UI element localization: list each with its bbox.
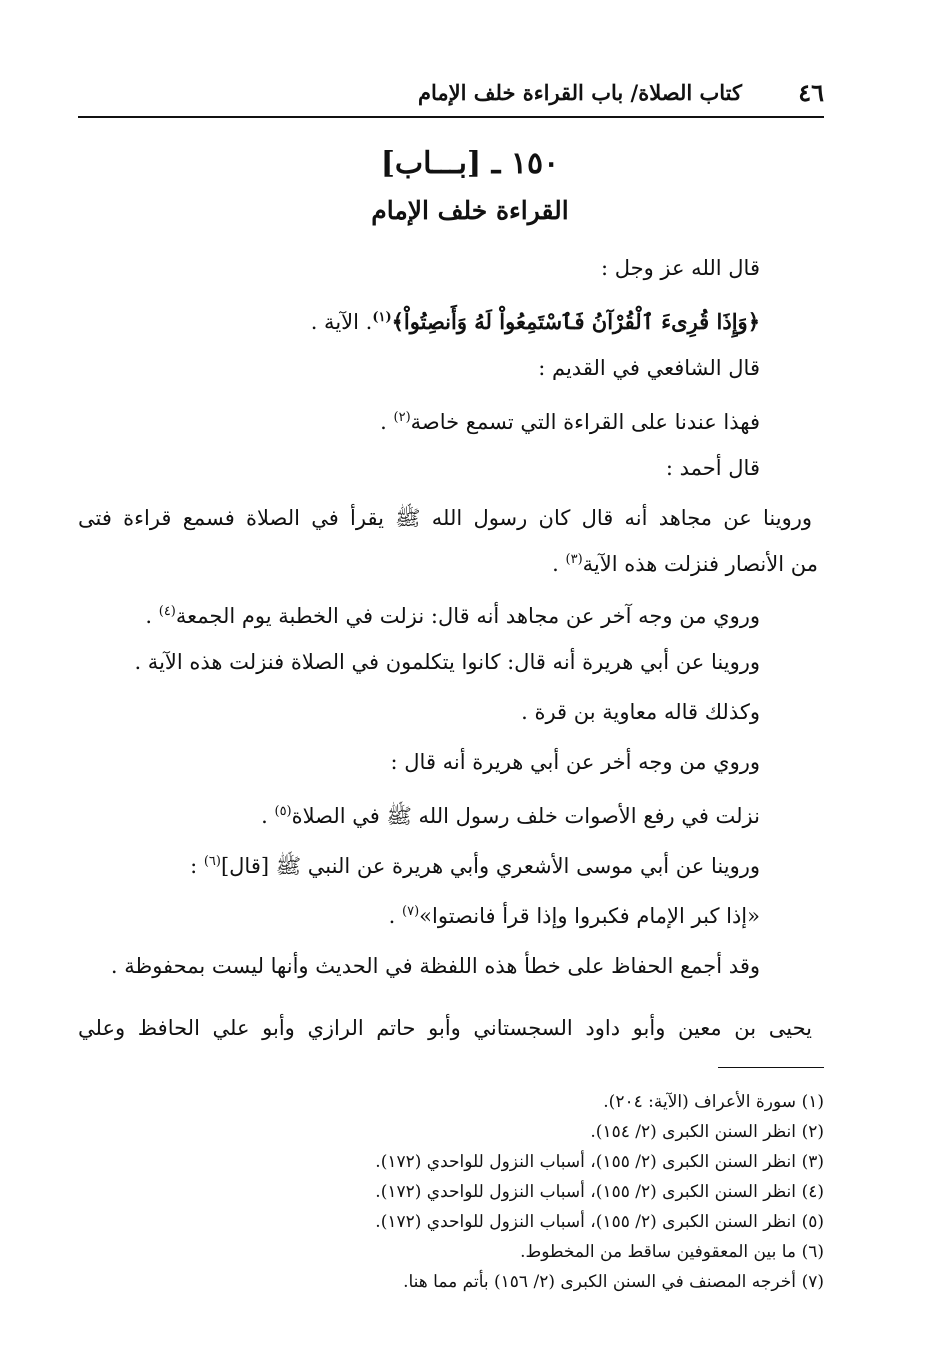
- footnote: (٧)أخرجه المصنف في السنن الكبرى (٢/ ١٥٦) بأتم مما هنا.: [403, 1272, 824, 1292]
- footnote-ref: (١): [372, 310, 392, 325]
- footnote-ref: (٢): [393, 410, 411, 425]
- footnote-ref: (٤): [158, 604, 176, 619]
- footnote-ref: (٦): [203, 854, 221, 869]
- quran-verse-line: ﴿وَإِذَا قُرِىءَ ٱلْقُرْآنُ فَٱسْتَمِعُواْ لَهُ وَأَنصِتُواْ﴾$^{(١)}$. الآية .: [310, 309, 760, 334]
- footnote: (٢)انظر السنن الكبرى (٢/ ١٥٤).: [590, 1122, 824, 1142]
- footnote-ref: (٧): [402, 904, 420, 919]
- footnote-ref: (٥): [274, 804, 292, 819]
- footnote: (٤)انظر السنن الكبرى (٢/ ١٥٥)، أسباب النزول للواحدي (١٧٢).: [375, 1182, 824, 1202]
- running-title: كتاب الصلاة/ باب القراءة خلف الإمام: [417, 80, 742, 105]
- body-line: نزلت في رفع الأصوات خلف رسول الله ﷺ في الصلاة$^{(٥)}$ .: [261, 804, 760, 828]
- body-line: وروينا عن أبي موسى الأشعري وأبي هريرة عن النبي ﷺ [قال]$^{(٦)}$ :: [190, 854, 760, 878]
- page-number: ٤٦: [798, 78, 824, 107]
- chapter-number: ١٥٠ ـ [بـــاب]: [380, 146, 560, 181]
- body-line: وروي من وجه آخر عن مجاهد أنه قال: نزلت في الخطبة يوم الجمعة$^{(٤)}$ .: [145, 604, 760, 628]
- body-line: يحيى بن معين وأبو داود السجستاني وأبو حاتم الرازي وأبو علي الحافظ وعلي: [78, 1016, 812, 1040]
- body-line: قال الشافعي في القديم :: [538, 356, 760, 380]
- body-line: من الأنصار فنزلت هذه الآية$^{(٣)}$ .: [552, 552, 818, 576]
- footnote: (٦)ما بين المعقوفين ساقط من المخطوط.: [520, 1242, 824, 1262]
- footnote: (٥)انظر السنن الكبرى (٢/ ١٥٥)، أسباب النزول للواحدي (١٧٢).: [375, 1212, 824, 1232]
- body-line: وكذلك قاله معاوية بن قرة .: [521, 700, 760, 724]
- body-line: قال أحمد :: [665, 456, 760, 480]
- running-header: [78, 72, 824, 118]
- footnote: (١)سورة الأعراف (الآية: ٢٠٤).: [603, 1092, 824, 1112]
- body-line: وروينا عن مجاهد أنه قال كان رسول الله ﷺ يقرأ في الصلاة فسمع قراءة فتى: [78, 506, 812, 530]
- footnote-ref: (٣): [565, 552, 583, 567]
- body-line: فهذا عندنا على القراءة التي تسمع خاصة$^{(٢)}$ .: [380, 410, 760, 434]
- body-line: قال الله عز وجل :: [600, 256, 760, 280]
- body-line: وروي من وجه أخر عن أبي هريرة أنه قال :: [390, 750, 760, 774]
- footnote: (٣)انظر السنن الكبرى (٢/ ١٥٥)، أسباب النزول للواحدي (١٧٢).: [375, 1152, 824, 1172]
- body-line: وقد أجمع الحفاظ على خطأ هذه اللفظة في الحديث وأنها ليست بمحفوظة .: [110, 954, 760, 978]
- footnote-separator: [718, 1067, 824, 1068]
- body-line: «إذا كبر الإمام فكبروا وإذا قرأ فانصتوا»$^{(٧)}$ .: [388, 904, 760, 928]
- chapter-title: القراءة خلف الإمام: [371, 196, 569, 225]
- body-line: وروينا عن أبي هريرة أنه قال: كانوا يتكلمون في الصلاة فنزلت هذه الآية .: [134, 650, 760, 674]
